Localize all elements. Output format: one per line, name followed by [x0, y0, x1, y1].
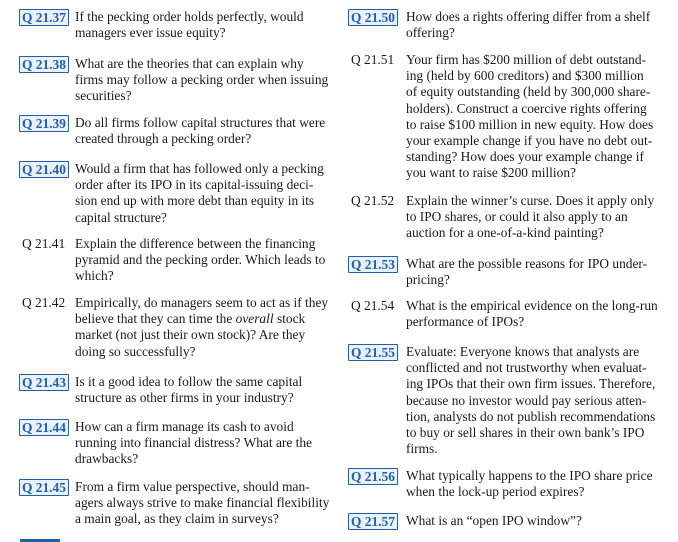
question-q21-40 — [19, 161, 324, 225]
question-q21-55 — [348, 344, 656, 457]
question-text-line: firms may follow a pecking order when issuing — [75, 72, 329, 88]
question-number: Q 21.45 — [19, 479, 69, 496]
question-text-line: How can a firm manage its cash to avoid — [75, 419, 294, 434]
question-text-line: because no investor would pay serious atten- — [406, 392, 647, 408]
question-q21-52 — [348, 193, 655, 241]
question-text-line: you want to raise $200 million? — [406, 165, 576, 181]
question-text-line: sion end up with more debt than equity in its — [75, 193, 315, 209]
question-text-line: From a firm value perspective, should man- — [75, 479, 310, 494]
question-text-line: Do all firms follow capital structures that were — [75, 115, 326, 130]
question-text-line: which? — [75, 268, 114, 284]
question-text-line: structure as other firms in your industry? — [75, 390, 294, 406]
question-text-line: running into financial distress? What are the — [75, 435, 312, 451]
question-number: Q 21.42 — [22, 295, 66, 310]
question-text-line: Empirically, do managers seem to act as if they — [75, 295, 329, 310]
question-q21-43 — [19, 374, 303, 406]
question-q21-39 — [19, 115, 326, 147]
question-text-line: created through a pecking order? — [75, 131, 252, 147]
question-q21-57 — [348, 513, 582, 530]
question-number: Q 21.43 — [19, 374, 69, 391]
question-q21-44 — [19, 419, 312, 467]
question-text-line: agers always strive to make financial flexibility — [75, 495, 330, 511]
question-text-line: tion, analysts do not publish recommendations — [406, 408, 656, 424]
question-text-line: to buy or sell shares in their own bank’s IPO — [406, 425, 645, 441]
question-q21-42 — [19, 295, 329, 359]
question-q21-45 — [19, 479, 330, 527]
question-text-line: managers ever issue equity? — [75, 25, 226, 41]
question-number: Q 21.56 — [348, 468, 398, 485]
question-text-line: capital structure? — [75, 209, 167, 225]
question-number: Q 21.41 — [22, 236, 66, 251]
question-text-line: order after its IPO in its capital-issuing deci- — [75, 177, 314, 193]
question-text-line: when the lock-up period expires? — [406, 484, 585, 500]
question-number: Q 21.37 — [19, 9, 69, 26]
question-text-line: holders). Construct a coercive rights offering — [406, 100, 647, 116]
question-text-line: to raise $100 million in new equity. How does — [406, 116, 654, 132]
question-q21-50 — [348, 9, 651, 41]
question-q21-41 — [19, 236, 326, 284]
question-text-line: What is an “open IPO window”? — [406, 513, 582, 528]
question-text-line: offering? — [406, 25, 455, 41]
question-text-line: ing (held by 600 creditors) and $300 million — [406, 68, 644, 84]
question-text-line: drawbacks? — [75, 451, 139, 467]
question-text-line: performance of IPOs? — [406, 314, 525, 330]
question-number: Q 21.52 — [351, 193, 395, 208]
question-text-line: of equity outstanding (held by 300,000 share- — [406, 84, 651, 100]
question-text-line: Is it a good idea to follow the same capital — [75, 374, 303, 389]
question-text-line: firms. — [406, 441, 438, 457]
question-text-line: ing IPOs that their own firm issues. Therefore, — [406, 376, 656, 392]
question-number: Q 21.54 — [351, 298, 395, 313]
question-text-line: How does a rights offering differ from a shelf — [406, 9, 651, 24]
question-text-line: Would a firm that has followed only a pecking — [75, 161, 324, 176]
question-text-line: standing? How does your example change if — [406, 149, 644, 165]
question-text-line — [75, 311, 328, 327]
question-text-line: Your firm has $200 million of debt outstand- — [406, 52, 647, 67]
question-text-line: What are the possible reasons for IPO under- — [406, 256, 648, 271]
question-text-line: Explain the winner’s curse. Does it apply only — [406, 193, 655, 208]
question-text-line: Explain the difference between the financing — [75, 236, 316, 251]
question-number: Q 21.55 — [348, 344, 398, 361]
question-text-fragment: believe that they can time the — [75, 311, 233, 327]
question-number: Q 21.39 — [19, 115, 69, 132]
question-number: Q 21.53 — [348, 256, 398, 273]
question-q21-37 — [19, 9, 304, 41]
question-text-line: securities? — [75, 88, 132, 104]
question-number: Q 21.38 — [19, 56, 69, 73]
question-text-fragment: stock — [276, 311, 306, 327]
question-q21-56 — [348, 468, 653, 500]
question-number: Q 21.44 — [19, 419, 69, 436]
question-text-line: a main goal, as they claim in surveys? — [75, 511, 279, 527]
question-text-line: What are the theories that can explain why — [75, 56, 304, 71]
question-text-line: to IPO shares, or could it also apply to an — [406, 209, 628, 225]
question-number: Q 21.40 — [19, 161, 69, 178]
question-number: Q 21.57 — [348, 513, 398, 530]
emphasis-text: overall — [235, 311, 274, 327]
question-q21-54 — [348, 298, 658, 330]
question-q21-53 — [348, 256, 648, 288]
question-text-line: auction for a one-of-a-kind painting? — [406, 225, 604, 241]
question-q21-51 — [348, 52, 654, 181]
question-text-line: What typically happens to the IPO share price — [406, 468, 653, 483]
question-text-line: market (not just their own stock)? Are they — [75, 327, 306, 343]
question-text-line: What is the empirical evidence on the long-run — [406, 298, 658, 313]
question-text-line: your example change if you have no debt out- — [406, 133, 653, 149]
question-text-line: pyramid and the pecking order. Which leads to — [75, 252, 326, 268]
question-number: Q 21.51 — [351, 52, 395, 67]
question-text-line: doing so successfully? — [75, 343, 196, 359]
question-text-line: conflicted and not trustworthy when evaluat- — [406, 360, 647, 376]
question-q21-38 — [19, 56, 329, 104]
question-number: Q 21.50 — [348, 9, 398, 26]
question-text-line: Evaluate: Everyone knows that analysts are — [406, 344, 640, 359]
question-text-line: If the pecking order holds perfectly, would — [75, 9, 304, 24]
question-text-line: pricing? — [406, 272, 450, 288]
